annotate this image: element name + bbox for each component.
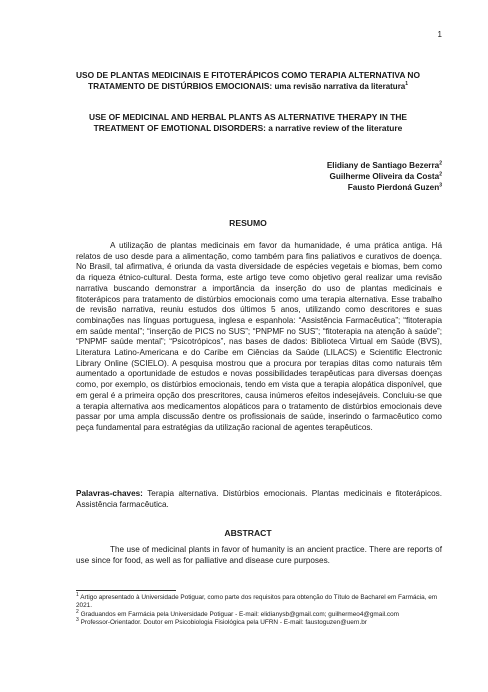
- author-list: [327, 160, 442, 193]
- title-pt-main: USO DE PLANTAS MEDICINAIS E FITOTERÁPICOS COMO TERAPIA ALTERNATIVA NO TRATAMENTO DE DISTÚRBIOS EMOCIONAIS:: [76, 70, 420, 91]
- footnote-1: $^1$ Artigo apresentado à Universidade Potiguar, como parte dos requisitos para obtenção do Título de Bacharel em Farmácia, em 2021.: [76, 591, 438, 610]
- resumo-body: [76, 241, 442, 434]
- abstract-paragraph: The use of medicinal plants in favor of humanity is an ancient practice. There are reports of use since for food, as well as for palliative and disease cure purposes.: [76, 545, 442, 565]
- title-footnote-mark: 1: [405, 80, 409, 87]
- abstract-heading: ABSTRACT: [224, 528, 272, 538]
- keywords-text: Terapia alternativa. Distúrbios emocionais. Plantas medicinais e fitoterápicos. Assistência farmacêutica.: [76, 489, 442, 509]
- keywords-label: Palavras-chaves:: [76, 489, 143, 498]
- title-pt-subtitle: uma revisão narrativa da literatura: [274, 81, 406, 91]
- author-3: Fausto Pierdoná Guzen$^3$: [347, 182, 442, 192]
- title-english: USE OF MEDICINAL AND HERBAL PLANTS AS ALTERNATIVE THERAPY IN THE TREATMENT OF EMOTIONAL DISORDERS: a narrative review of the literature: [89, 112, 407, 133]
- abstract-body: [76, 545, 442, 566]
- footnotes: [76, 591, 442, 627]
- footnote-2: $^2$ Graduandos em Farmácia pela Universidade Potiguar - E-mail: elidianysb@gmail.com; guilhermeo4@gmail.com: [76, 608, 400, 618]
- page-number: 1: [437, 30, 442, 39]
- keywords: [76, 489, 442, 510]
- resumo-heading: RESUMO: [229, 218, 267, 228]
- author-2: Guilherme Oliveira da Costa$^2$: [329, 171, 442, 181]
- title-portuguese: [76, 70, 420, 92]
- footnote-3: $^3$ Professor-Orientador. Doutor em Psicobiologia Fisiológica pela UFRN - E-mail: faustoguzen@uern.br: [76, 616, 367, 626]
- footnote-divider: [76, 590, 176, 591]
- resumo-paragraph: A utilização de plantas medicinais em favor da humanidade, é uma prática antiga. Há relatos de uso desde para a alimentação, como também para fins paliativos e curativos de doença. No Brasil, tal afirmativa, é oriunda da vasta diversidade de espécies vegetais e biomas, bem como da riqueza étnico-cultural. Desta forma, este artigo teve como objetivo geral realizar uma revisão narrativa buscando demonstrar a importância da inserção do uso de plantas medicinais e fitoterápicos para tratamento de distúrbios emocionais como uma terapia alternativa. Esse trabalho de revisão narrativa, reuniu estudos dos últimos 5 anos, utilizando como descritores e suas combinações nas línguas portuguesa, inglesa e espanhola: “Assistência Farmacêutica”; “fitoterapia em saúde mental”; “inserção de PICS no SUS”; “PNPMF no SUS”; “fitoterapia na atenção à saúde”; “PNPMF saúde mental”; “Psicotrópicos”, nas bases de dados: Biblioteca Virtual em Saúde (BVS), Literatura Latino-Americana e do Caribe em Ciências da Saúde (LILACS) e Scientific Electronic Library Online (SCIELO). A pesquisa mostrou que a procura por terapias ditas como naturais têm aumentado a oportunidade de estudos e novas possibilidades terapêuticas para diversas doenças como, por exemplo, os distúrbios emocionais, tendo em vista que a terapia alopática disponível, que em geral é a primeira opção dos prescritores, causa inúmeros efeitos indesejáveis. Concluiu-se que a terapia alternativa aos medicamentos alopáticos para o tratamento de distúrbios emocionais deve passar por uma ampla discussão dentre os profissionais de saúde, inserindo o farmacêutico como peça fundamental para estratégias da utilização racional de agentes terapêuticos.: [76, 241, 442, 432]
- author-1: Elidiany de Santiago Bezerra$^2$: [326, 160, 442, 170]
